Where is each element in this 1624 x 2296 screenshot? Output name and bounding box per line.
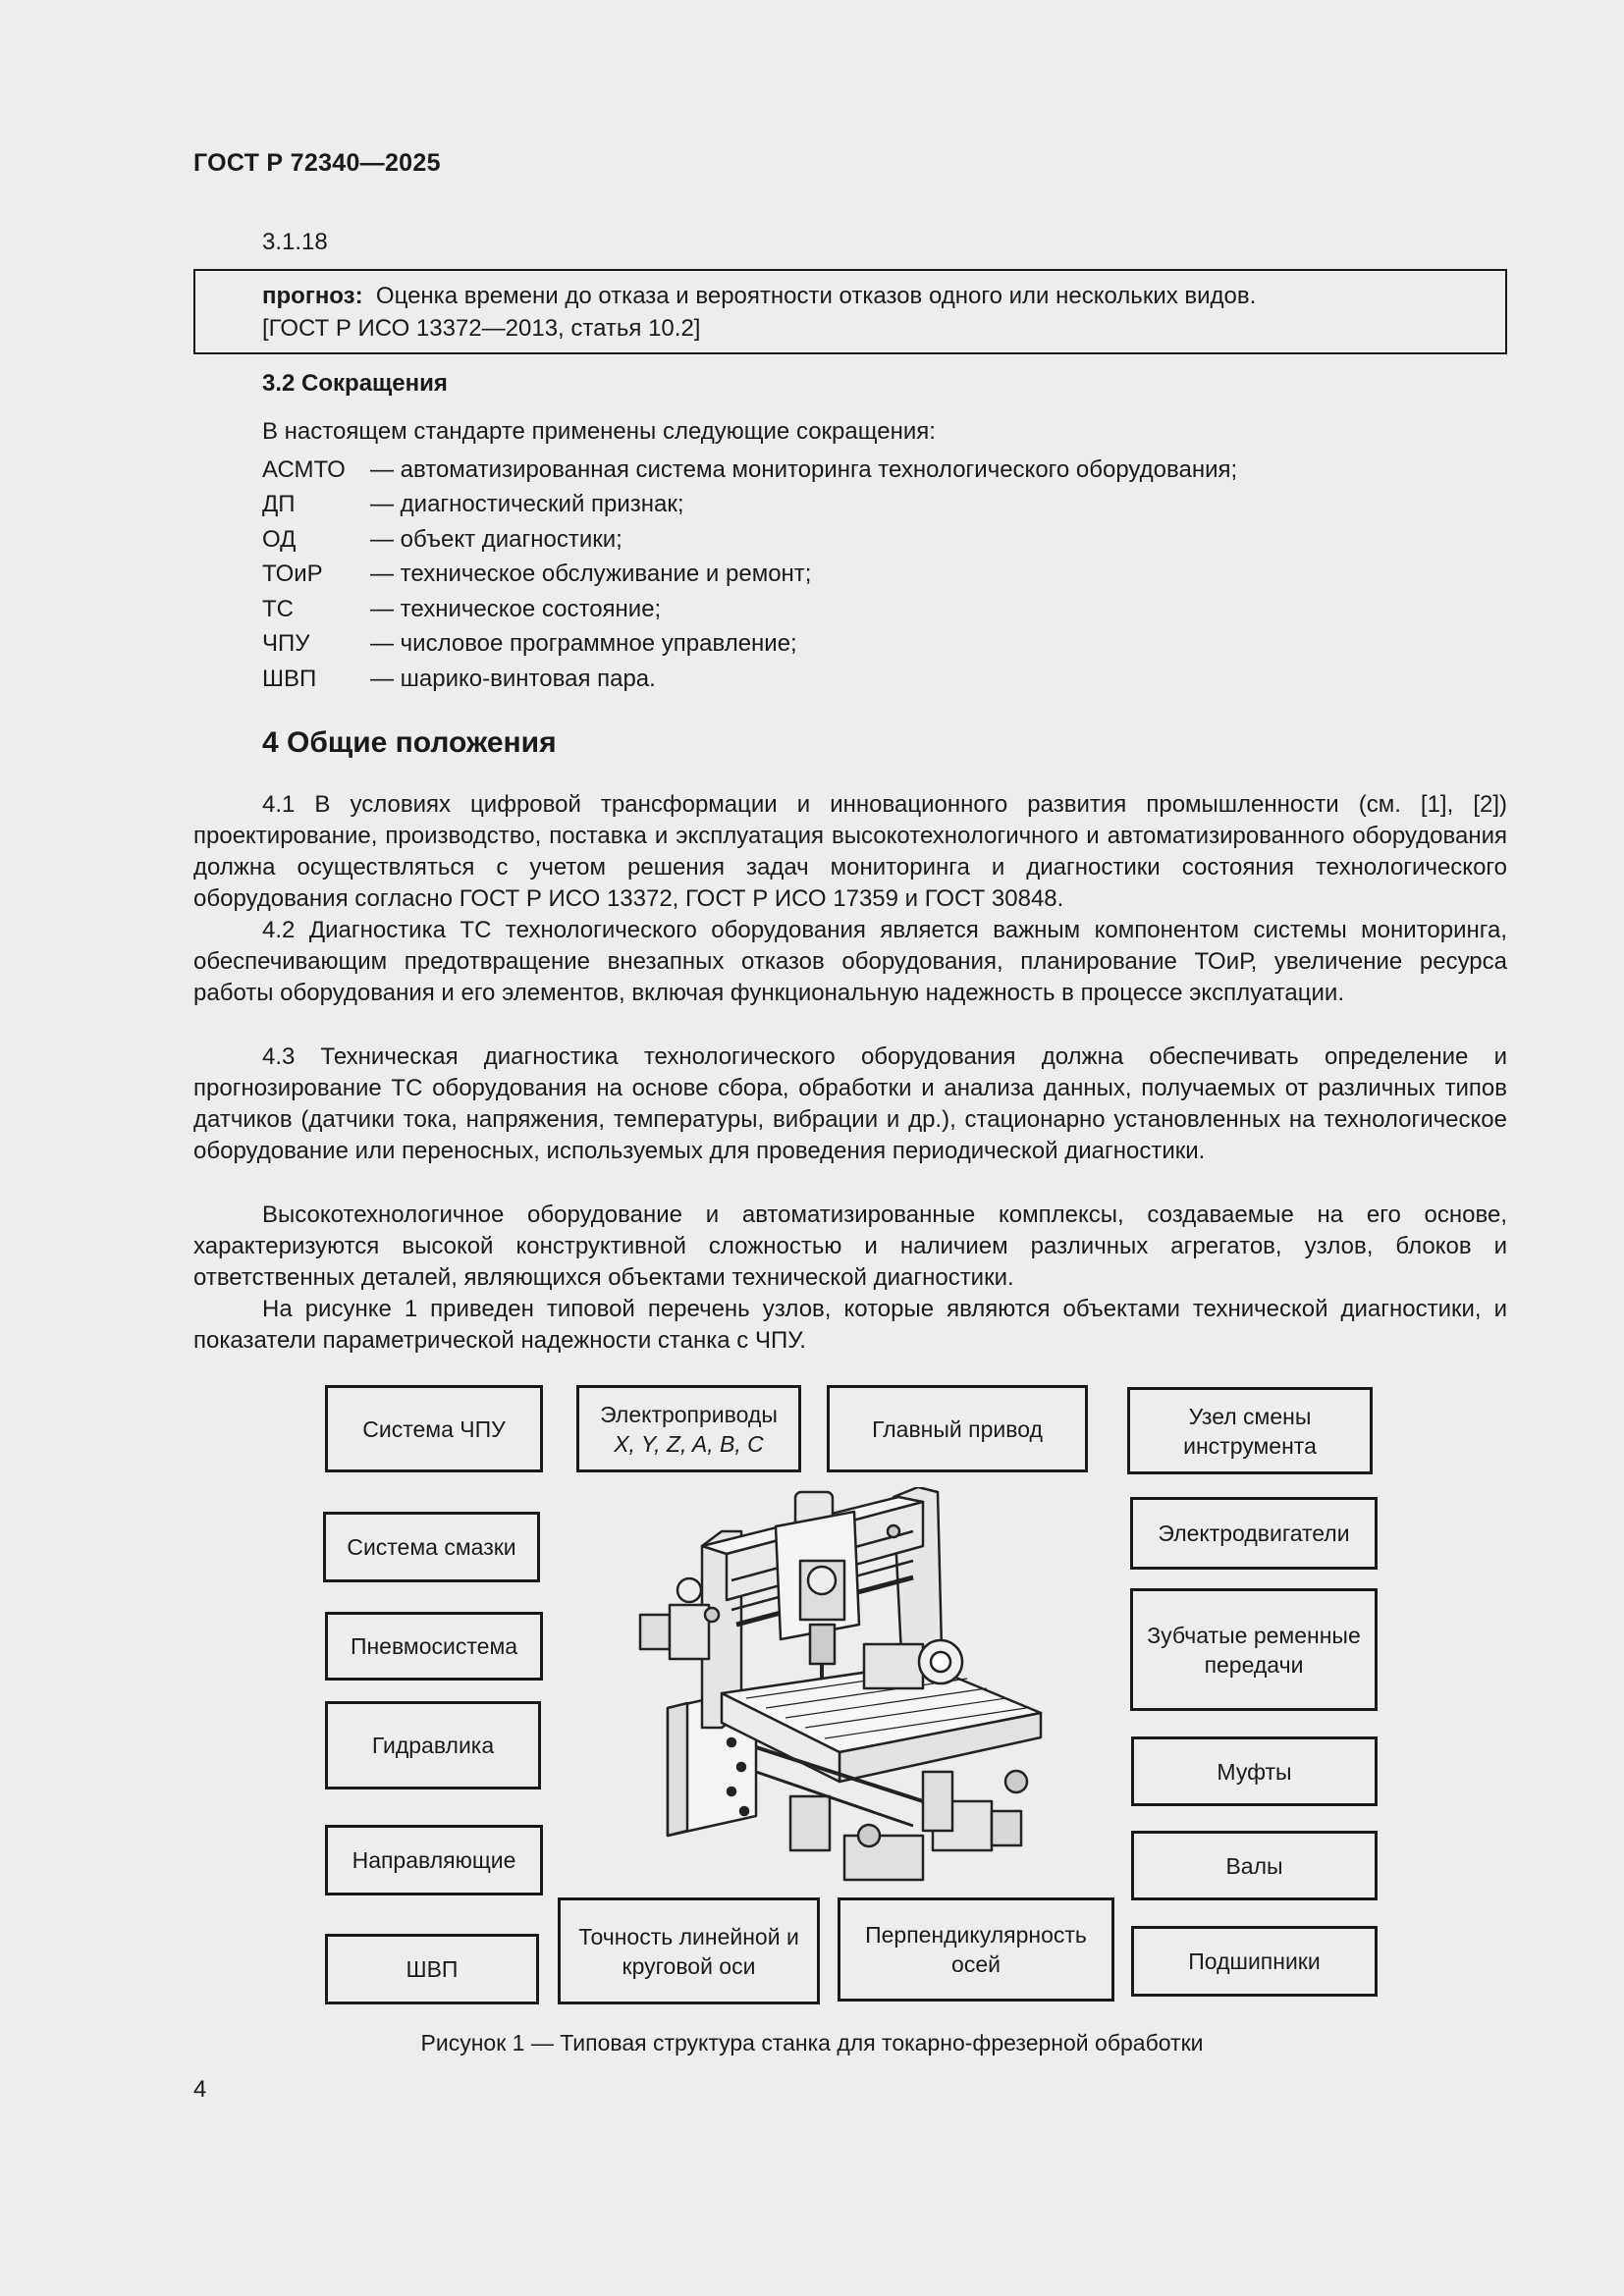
box-shafts: Валы — [1131, 1831, 1378, 1900]
abbreviation-definition: — техническое состояние; — [370, 596, 662, 622]
abbreviation-code: ШВП — [262, 666, 317, 692]
abbreviation-code: ОД — [262, 526, 297, 553]
abbreviation-code: ТС — [262, 596, 294, 622]
paragraph-complex-equipment: Высокотехнологичное оборудование и автоматизированные комплексы, создаваемые на его основе, характеризуются высокой конструктивной сложностью и наличием различных агрегатов, узлов, блоков и ответственных деталей, являющихся объектами технической диагностики. — [193, 1201, 1507, 1291]
box-toothed-belt-drives: Зубчатые ременные передачи — [1130, 1588, 1378, 1711]
abbreviation-code: ЧПУ — [262, 630, 310, 657]
box-bearings: Подшипники — [1131, 1926, 1378, 1997]
box-electric-drives-title: Электроприводы — [600, 1401, 778, 1427]
paragraph-4-2: 4.2 Диагностика ТС технологического оборудования является важным компонентом системы мониторинга, обеспечивающим предотвращение внезапных отказов оборудования, планирование ТОиР, увеличение ресурса работы оборудования и его элементов, включая функциональную надежность в процессе эксплуатации. — [193, 917, 1507, 1006]
box-electric-drives-axes: X, Y, Z, A, B, C — [614, 1430, 764, 1457]
box-electric-motors: Электродвигатели — [1130, 1497, 1378, 1570]
term-definition-line — [262, 283, 1256, 310]
abbreviation-definition: — шарико-винтовая пара. — [370, 666, 656, 692]
figure-caption: Рисунок 1 — Типовая структура станка для токарно-фрезерной обработки — [420, 2030, 1204, 2056]
box-lubrication-system: Система смазки — [323, 1512, 540, 1582]
box-couplings: Муфты — [1131, 1736, 1378, 1806]
box-hydraulics: Гидравлика — [325, 1701, 541, 1789]
box-main-drive: Главный привод — [827, 1385, 1088, 1472]
paragraph-4-3: 4.3 Техническая диагностика технологического оборудования должна обеспечивать определение и прогнозирование ТС оборудования на основе сбора, обработки и анализа данных, получаемых от различных типов датчиков (датчики тока, напряжения, температуры, вибрации и др.), стационарно установленных на технологическое оборудование или переносных, используемых для проведения периодической диагностики. — [193, 1043, 1507, 1164]
abbreviations-heading: 3.2 Сокращения — [262, 370, 448, 397]
abbreviation-code: ТОиР — [262, 561, 323, 587]
box-electric-drives — [576, 1385, 801, 1472]
paragraph-figure-reference: На рисунке 1 приведен типовой перечень узлов, которые являются объектами технической диагностики, и показатели параметрической надежности станка с ЧПУ. — [193, 1296, 1507, 1354]
abbreviation-definition: — автоматизированная система мониторинга технологического оборудования; — [370, 456, 1238, 483]
box-guides: Направляющие — [325, 1825, 543, 1896]
paragraph-4-1: 4.1 В условиях цифровой трансформации и инновационного развития промышленности (см. [1], [2]) проектирование, производство, поставка и эксплуатация высокотехнологичного и автоматизированного оборудования должна осуществляться с учетом решения задач мониторинга и диагностики состояния технологического оборудования согласно ГОСТ Р ИСО 13372, ГОСТ Р ИСО 17359 и ГОСТ 30848. — [193, 791, 1507, 912]
document-header: ГОСТ Р 72340—2025 — [193, 149, 441, 177]
abbreviation-definition: — диагностический признак; — [370, 491, 684, 517]
section-heading: 4 Общие положения — [262, 726, 557, 759]
abbreviation-definition: — объект диагностики; — [370, 526, 623, 553]
box-pneumatic-system: Пневмосистема — [325, 1612, 543, 1681]
abbreviations-intro: В настоящем стандарте применены следующие сокращения: — [262, 418, 936, 445]
box-ball-screw: ШВП — [325, 1934, 539, 2004]
abbreviation-code: ДП — [262, 491, 296, 517]
term-source: [ГОСТ Р ИСО 13372—2013, статья 10.2] — [262, 315, 701, 342]
abbreviation-definition: — числовое программное управление; — [370, 630, 797, 657]
term-name: прогноз: — [262, 283, 363, 309]
abbreviation-code: АСМТО — [262, 456, 346, 483]
term-number: 3.1.18 — [262, 229, 328, 255]
box-axis-perpendicularity: Перпендикулярность осей — [838, 1897, 1114, 2002]
abbreviation-definition: — техническое обслуживание и ремонт; — [370, 561, 812, 587]
box-linear-circular-accuracy: Точность линейной и круговой оси — [558, 1897, 820, 2004]
box-cnc-system: Система ЧПУ — [325, 1385, 543, 1472]
cnc-machine-illustration — [628, 1487, 1060, 1890]
box-tool-change-unit: Узел смены инструмента — [1127, 1387, 1373, 1474]
term-definition: Оценка времени до отказа и вероятности отказов одного или нескольких видов. — [375, 283, 1257, 309]
page-number: 4 — [193, 2076, 207, 2103]
